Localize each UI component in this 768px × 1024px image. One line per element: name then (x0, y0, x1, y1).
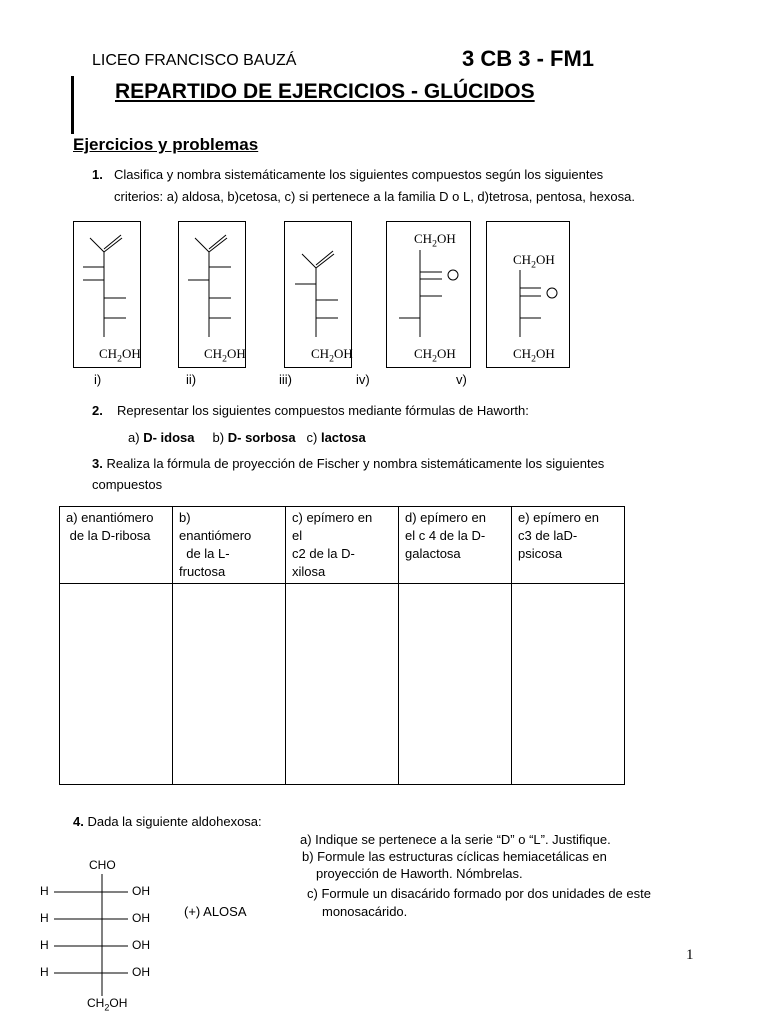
h-label: H (40, 884, 49, 898)
cho-label: CHO (89, 858, 116, 872)
ch2oh-label: $CH_2OH$ (204, 346, 246, 365)
answer-cell (512, 584, 625, 785)
answer-cell (60, 584, 173, 785)
ex3-col-b (173, 507, 286, 584)
page-number: 1 (686, 947, 694, 963)
ex3-line1 (92, 453, 604, 474)
answer-cell (286, 584, 399, 785)
oh-label: OH (132, 884, 150, 898)
cell-line: galactosa (405, 546, 461, 561)
ex3-col-e (512, 507, 625, 584)
answer-cell (173, 584, 286, 785)
cell-line: de la D-ribosa (66, 528, 151, 543)
ex3-col-d (399, 507, 512, 584)
ex3-header-row (60, 507, 625, 584)
ex2-c: lactosa (320, 430, 366, 445)
section-title: Ejercicios y problemas (73, 135, 259, 154)
answer-cell (399, 584, 512, 785)
ex4-intro (73, 811, 262, 832)
ex4-qb1: b) Formule las estructuras cíclicas hemiacetálicas en (302, 849, 607, 864)
ch2oh-label: $CH_2OH$ (513, 346, 555, 365)
structure-iii (284, 221, 352, 368)
ex3-col-c (286, 507, 399, 584)
ex4-text: Dada la siguiente aldohexosa: (87, 814, 262, 829)
cell-line: el c 4 de la D- (405, 528, 486, 543)
structure-ii (178, 221, 246, 368)
ex4-qb2: proyección de Haworth. Nómbrelas. (316, 866, 523, 881)
ch2oh-top-label: $CH_2OH$ (513, 252, 555, 271)
ex3-answer-row (60, 584, 625, 785)
ex2-text: Representar los siguientes compuestos mediante fórmulas de Haworth: (117, 403, 529, 418)
fischer-lines (38, 856, 168, 1014)
course-code: 3 CB 3 - FM1 (462, 46, 595, 71)
cell-line: c) epímero en (292, 510, 373, 525)
ex3-table (59, 506, 625, 785)
ex1-line2: criterios: a) aldosa, b)cetosa, c) si pertenece a la familia D o L, d)tetrosa, pentosa, hexosa. (114, 189, 635, 204)
ex2-b-prefix: b) (212, 430, 225, 445)
ex3-line2: compuestos (92, 477, 163, 492)
cell-line: b) (179, 510, 191, 525)
structure-v (486, 221, 570, 368)
ex1-number: 1. (92, 167, 103, 182)
cell-line: d) epímero en (405, 510, 486, 525)
ex4-qa: a) Indique se pertenece a la serie “D” o “L”. Justifique. (300, 832, 611, 847)
cell-line: fructosa (179, 564, 226, 579)
fischer-projection (38, 856, 168, 1014)
cell-line: el (292, 528, 303, 543)
cell-line: a) enantiómero (66, 510, 154, 525)
ex4-qc1: c) Formule un disacárido formado por dos unidades de este (307, 886, 651, 901)
cell-line: c3 de laD- (518, 528, 578, 543)
ex2-a: D- idosa (143, 430, 195, 445)
h-label: H (40, 965, 49, 979)
label-ii: ii) (186, 372, 197, 387)
ex4-qc2: monosacárido. (322, 904, 408, 919)
cell-line: xilosa (292, 564, 326, 579)
ex2-a-prefix: a) (128, 430, 140, 445)
cell-line: e) epímero en (518, 510, 599, 525)
ch2oh-label: $CH_2OH$ (414, 346, 456, 365)
ex2-b: D- sorbosa (227, 430, 296, 445)
ch2oh-label: $CH_2OH$ (311, 346, 353, 365)
label-iv: iv) (356, 372, 370, 387)
ex4-number: 4. (73, 814, 84, 829)
ex2-c-prefix: c) (306, 430, 318, 445)
structure-i (73, 221, 141, 368)
oh-label: OH (132, 911, 150, 925)
margin-bar (71, 76, 74, 134)
cell-line: psicosa (518, 546, 563, 561)
label-v: v) (456, 372, 467, 387)
cell-line: de la L- (179, 546, 230, 561)
structure-iv (386, 221, 471, 368)
label-i: i) (94, 372, 102, 387)
ex2-items (128, 427, 366, 448)
oh-label: OH (132, 938, 150, 952)
ex2-number: 2. (92, 403, 103, 418)
ex3-number: 3. (92, 456, 103, 471)
cell-line: enantiómero (179, 528, 252, 543)
ex3-col-a (60, 507, 173, 584)
molecule-name: (+) ALOSA (184, 904, 247, 919)
ch2oh-top-label: $CH_2OH$ (414, 231, 456, 250)
cell-line: c2 de la D- (292, 546, 355, 561)
ex3-text: Realiza la fórmula de proyección de Fischer y nombra sistemáticamente los siguientes (106, 456, 605, 471)
school-name: LICEO FRANCISCO BAUZÁ (92, 52, 297, 69)
oh-label: OH (132, 965, 150, 979)
ch2oh-bottom-label: $CH_2OH$ (87, 996, 128, 1013)
page-title: REPARTIDO DE EJERCICIOS - GLÚCIDOS (115, 80, 535, 103)
label-iii: iii) (279, 372, 292, 387)
ch2oh-label: $CH_2OH$ (99, 346, 141, 365)
h-label: H (40, 938, 49, 952)
h-label: H (40, 911, 49, 925)
ex1-line1: Clasifica y nombra sistemáticamente los siguientes compuestos según los siguientes (114, 167, 604, 182)
